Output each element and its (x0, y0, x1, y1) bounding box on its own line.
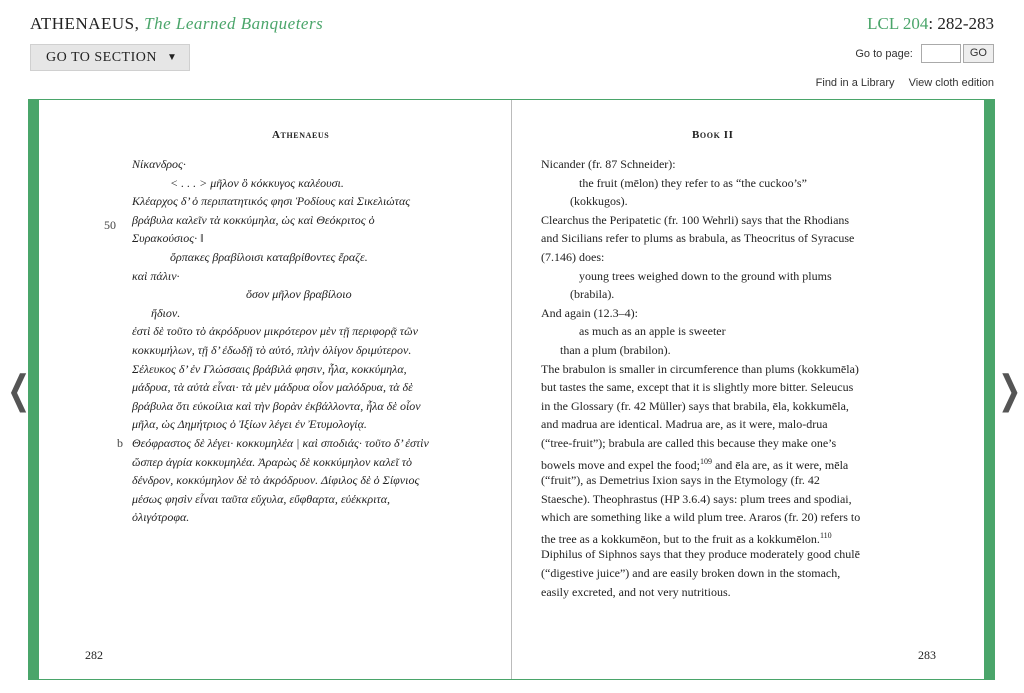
greek-line: ὅσον μῆλον βραβίλοιο (246, 287, 352, 302)
footnote-ref-109[interactable]: 109 (699, 456, 712, 466)
english-line: but tastes the same, except that it is slightly more bitter. Seleucus (541, 380, 854, 395)
english-line: (kokkugos). (570, 194, 628, 209)
english-line: (“digestive juice”) and are easily broken down in the stomach, (541, 566, 841, 581)
english-line: The brabulon is smaller in circumference than plums (kokkumēla) (541, 361, 859, 376)
volume-number: 204 (902, 14, 929, 33)
series-label: LCL (867, 14, 899, 33)
english-line: easily excreted, and not very nutritious. (541, 584, 731, 599)
english-line: and madrua are identical. Madrua are, as it were, malo-drua (541, 417, 828, 432)
english-line: Clearchus the Peripatetic (fr. 100 Wehrli) says that the Rhodians (541, 212, 850, 227)
page-number-input[interactable] (921, 44, 961, 63)
go-to-section-button[interactable] (30, 44, 190, 71)
greek-line: Νίκανδρος· (132, 157, 186, 171)
english-line: the fruit (mēlon) they refer to as “the cuckoo’s” (579, 175, 807, 190)
english-line: Nicander (fr. 87 Schneider): (541, 157, 676, 171)
greek-line: βράβυλα ὅτι εὐκοίλια καὶ τὴν βορὰν ἐκβάλλοντα, ἦλα δὲ οἷον (132, 398, 421, 413)
english-line: Staesche). Theophrastus (HP 3.6.4) says: plum trees and spodiai, (541, 491, 852, 506)
caret-down-icon: ▼ (167, 52, 178, 63)
footnote-ref-110[interactable]: 110 (819, 530, 832, 540)
greek-line: ὄρπακες βραβίλοισι καταβρίθοντες ἔραζε. (170, 249, 368, 264)
left-running-head: Athenaeus (272, 129, 330, 141)
english-line: which are something like a wild plum tree. Araros (fr. 20) refers to (541, 510, 861, 525)
english-line: as much as an apple is sweeter (579, 324, 726, 339)
greek-line: καὶ πάλιν· (132, 268, 180, 283)
section-number-50: 50 (104, 218, 116, 232)
english-line-part: the tree as a kokkumēon, but to the fruit as a kokkumēlon. (541, 531, 820, 546)
greek-line: κοκκυμήλων, τῇ δ’ ἐδωδῇ τὸ αὐτό, πλὴν ὀλίγον δριμύτερον. (132, 342, 412, 357)
greek-line: μέσως φησὶν εἶναι ταῦτα εὔχυλα, εὔφθαρτα, εὐέκκριτα, (132, 491, 391, 506)
english-line: Diphilus of Siphnos says that they produce moderately good chulē (541, 547, 860, 562)
english-line: and Sicilians refer to plums as brabula, as Theocritus of Syracuse (541, 231, 855, 246)
work-title: The Learned Banqueters (144, 14, 324, 33)
go-to-section-label: GO TO SECTION (46, 49, 157, 65)
author-name: ATHENAEUS, (30, 14, 140, 33)
right-page-number: 283 (918, 648, 936, 662)
greek-line: ὀλιγότροφα. (132, 510, 190, 525)
english-line (541, 527, 860, 546)
greek-line: < . . . > μῆλον ὃ κόκκυγος καλέουσι. (170, 175, 344, 190)
right-page-band (984, 99, 995, 680)
english-line: in the Glossary (fr. 42 Müller) says that brabila, ēla, kokkumēla, (541, 398, 849, 413)
greek-line: ἥδιον. (151, 305, 181, 320)
greek-line: βράβυλα καλεῖν τὰ κοκκύμηλα, ὡς καὶ Θεόκριτος ὁ (132, 212, 375, 227)
english-line: than a plum (brabilon). (560, 342, 671, 357)
greek-text (132, 155, 429, 527)
page-range: : 282-283 (928, 14, 994, 33)
right-running-head: Book II (692, 129, 734, 141)
english-line: (“fruit”), as Demetrius Ixion says in the Etymology (fr. 42 (541, 473, 820, 488)
greek-line: δένδρον, κοκκύμηλον δὲ τὸ ἀκρόδρυον. Δίφιλος δὲ ὁ Σίφνιος (132, 473, 420, 488)
volume-info (867, 14, 994, 34)
greek-line: ἐστὶ δὲ τοῦτο τὸ ἀκρόδρυον μικρότερον μὲν τῇ περιφορᾷ τῶν (132, 324, 418, 339)
english-line-part: and ēla are, as it were, mēla (714, 457, 849, 472)
english-translation (541, 155, 860, 601)
greek-line: Κλέαρχος δ’ ὁ περιπατητικός φησι Ῥοδίους καὶ Σικελιώτας (132, 194, 411, 209)
section-letter-b: b (117, 436, 123, 450)
greek-line: Συρακούσιος· ‖ (132, 231, 204, 246)
page-gutter (511, 100, 512, 679)
english-line: (7.146) does: (541, 249, 605, 264)
english-line: young trees weighed down to the ground with plums (579, 268, 832, 283)
english-line-part: bowels move and expel the food; (541, 457, 700, 472)
greek-line: μάδρυα, τὰ αὐτὰ εἶναι· τὰ μὲν μάδρυα οἷον μαλόδρυα, τὰ δὲ (132, 380, 413, 395)
english-line: (“tree-fruit”); brabula are called this because they make one’s (541, 435, 837, 450)
english-line: And again (12.3–4): (541, 305, 638, 320)
greek-line: Σέλευκος δ’ ἐν Γλώσσαις βράβιλά φησιν, ἦλα, κοκκύμηλα, (132, 361, 407, 376)
chevron-left-icon[interactable]: ❮ (7, 366, 31, 413)
find-in-library-link[interactable]: Find in a Library (815, 77, 895, 89)
english-line (541, 453, 860, 472)
go-to-page-label: Go to page: (855, 47, 913, 60)
go-button[interactable]: GO (963, 44, 994, 63)
greek-line: Θεόφραστος δὲ λέγει· κοκκυμηλέα | καὶ σποδιάς· τοῦτο δ’ ἐστὶν (132, 435, 429, 450)
greek-line: μῆλα, ὡς Δημήτριος ὁ Ἰξίων λέγει ἐν Ἐτυμολογίᾳ. (132, 417, 367, 432)
book-title (30, 14, 323, 34)
chevron-right-icon[interactable]: ❯ (998, 366, 1022, 413)
left-page-number: 282 (85, 648, 103, 662)
greek-line: ὥσπερ ἀγρία κοκκυμηλέα. Ἀραρὼς δὲ κοκκύμηλον καλεῖ τὸ (132, 454, 412, 469)
edition-links (805, 77, 994, 89)
english-line: (brabila). (570, 287, 615, 302)
page-jump (855, 44, 994, 63)
view-cloth-edition-link[interactable]: View cloth edition (908, 77, 994, 89)
